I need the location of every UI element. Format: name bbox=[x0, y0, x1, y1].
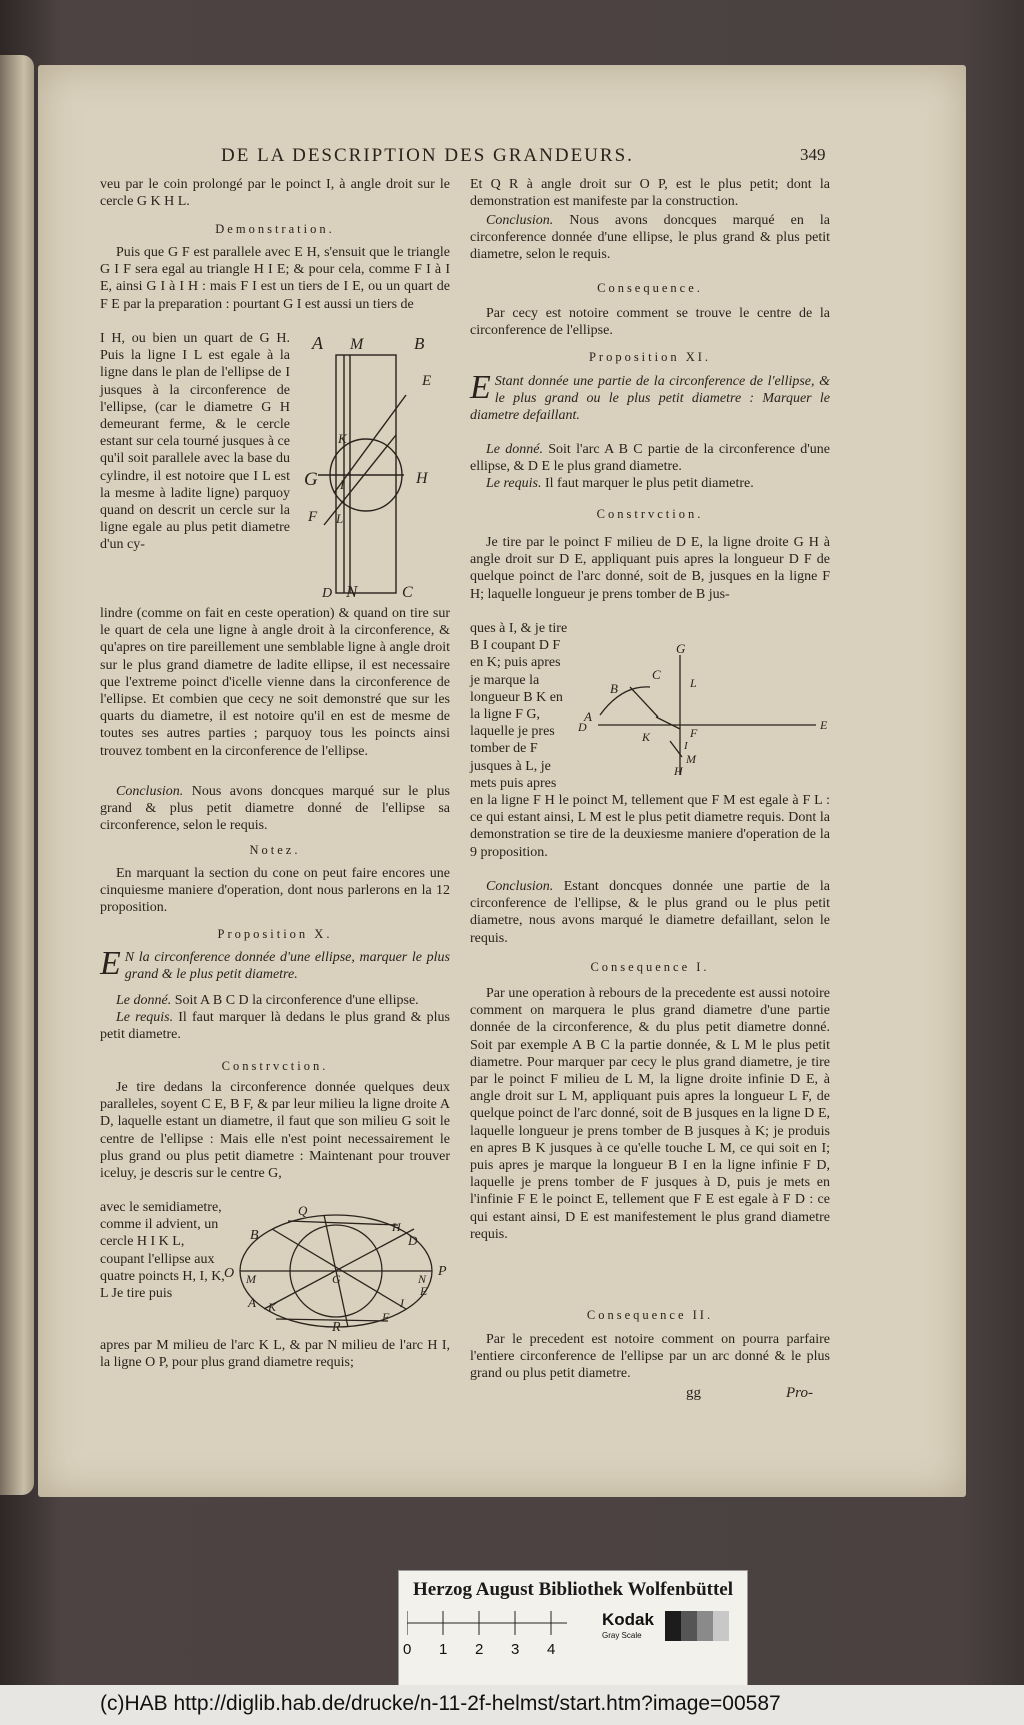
left-p4: lindre (comme on fait en ceste operation) & quand on tire sur le quart de cela une ligne à angle droit à la circonference, & qu'apres on tire pareillement une semblable ligne à angle droit sur le plus grand diametre de ladite ellipse, il est necessaire que l'extreme poinct d'icelle vienne dans la circonference de l'ellipse. Et combien que cecy ne soit demonstré que sur les quarts du diametre, il est notoire qu'il en est de mesme de toutes ses autres parties ; parquoy tous les poincts ainsi trouvez tombent en la circonference de l'ellipse. bbox=[100, 606, 450, 759]
color-target-card bbox=[398, 1570, 748, 1690]
fig1-label-h: H bbox=[416, 470, 428, 487]
figure-ellipse-arc-diagram bbox=[578, 625, 834, 775]
left-p3: I H, ou bien un quart de G H. Puis la ligne I L est egale à la ligne dans le plan de l'ellipse de I jusques à la circonference de l'ellipse, (car le diametre G H demeurant ferme, & le cercle estant sur cela tourné jusques à ce qu'il soit parallele avec la base du cylindre, il est notoire que I L est la mesme à ladite ligne) parquoy quand on descrit un cercle sur la ligne egale au plus petit diametre d'un cy- bbox=[100, 331, 290, 553]
fig2-label-h: H bbox=[674, 764, 683, 775]
fig3-label-m: M bbox=[246, 1272, 256, 1286]
facing-page-edge bbox=[0, 55, 34, 1495]
fig3-label-a: A bbox=[248, 1295, 256, 1310]
left-p2: Puis que G F est parallele avec E H, s'ensuit que le triangle G I F sera egal au triangle H I E; & pour cela, comme F I à I E, ainsi G I à I H : mais F I est un tiers de I E, ou un quart de F E par la preparation : pourtant G I est aussi un tiers de bbox=[100, 245, 450, 312]
proposition-x-dropcap: E bbox=[100, 945, 121, 982]
fig2-label-f: F bbox=[690, 726, 698, 740]
right-donne-label: Le donné. bbox=[486, 442, 543, 457]
kodak-logo: Kodak bbox=[602, 1610, 654, 1629]
fig3-label-e: E bbox=[420, 1284, 428, 1298]
fig3-label-g: G bbox=[332, 1272, 341, 1286]
library-name: Herzog August Bibliothek Wolfenbüttel bbox=[412, 1579, 734, 1600]
heading-consequence: Consequence. bbox=[597, 281, 703, 295]
gray-scale-label: Gray Scale bbox=[602, 1631, 642, 1640]
right-p7-block bbox=[470, 878, 830, 947]
fig2-label-c: C bbox=[652, 667, 661, 682]
figure-ellipse-diagram bbox=[224, 1197, 450, 1335]
fig3-label-b: B bbox=[250, 1228, 259, 1243]
right-p2-block bbox=[470, 212, 830, 264]
fig3-label-k: K bbox=[268, 1300, 277, 1314]
fig1-label-a: A bbox=[312, 333, 323, 353]
left-conclusion-label: Conclusion. bbox=[116, 784, 184, 799]
heading-notez: Notez. bbox=[249, 843, 301, 857]
left-p8: avec le semidiametre, comme il advient, un cercle H I K L, coupant l'ellipse aux quatre poincts H, I, K, L Je tire puis bbox=[100, 1200, 225, 1302]
ruler-scale bbox=[407, 1611, 587, 1635]
right-p3: Par cecy est notoire comment se trouve le centre de la circonference de l'ellipse. bbox=[470, 306, 830, 339]
right-p2: Nous avons doncques marqué en la circonference donnée d'une ellipse, le plus grand & plus petit diametre, selon le requis. bbox=[470, 213, 830, 263]
fig2-label-b: B bbox=[610, 681, 618, 696]
fig1-label-i: I bbox=[340, 477, 345, 492]
swatch-black bbox=[665, 1611, 681, 1641]
book-page bbox=[38, 65, 966, 1497]
proposition-x-statement-block bbox=[100, 945, 450, 983]
catchword: Pro- bbox=[786, 1385, 813, 1401]
figure-cylinder-diagram bbox=[298, 327, 448, 602]
fig1-label-g: G bbox=[304, 469, 318, 490]
right-p5: ques à I, & je tire B I coupant D F en K; puis apres je marque la longueur B K en la ligne F G, laquelle je pres tomber de F jusques à L, je mets puis apres bbox=[470, 621, 568, 791]
left-requis-block bbox=[100, 1009, 450, 1043]
left-p1: veu par le coin prolongé par le poinct I, à angle droit sur le cercle G K H L. bbox=[100, 177, 450, 210]
left-donne-block bbox=[100, 992, 450, 1009]
fig3-label-f: F bbox=[382, 1310, 390, 1324]
left-p5-block bbox=[100, 783, 450, 835]
fig1-label-l: L bbox=[336, 511, 344, 526]
swatch-dark-gray bbox=[681, 1611, 697, 1641]
fig1-label-d: D bbox=[322, 586, 333, 601]
swatch-mid-gray bbox=[697, 1611, 713, 1641]
right-requis-label: Le requis. bbox=[486, 476, 542, 491]
ruler-number-4: 4 bbox=[547, 1641, 556, 1658]
fig1-label-c: C bbox=[402, 584, 413, 601]
right-p6: en la ligne F H le poinct M, tellement que F M est egale à F L : ce qui estant ainsi, L M est le plus petit diametre requis. Dont la demonstration se tire de la deuxiesme maniere d'operation de la 9 proposition. bbox=[470, 793, 830, 860]
heading-proposition-xi: Proposition XI. bbox=[588, 350, 712, 364]
proposition-x-statement: N la circonference donnée d'une ellipse, marquer le plus grand & le plus petit diametre. bbox=[124, 950, 450, 983]
left-p7: Je tire dedans la circonference donnée quelques deux paralleles, soyent C E, B F, & par leur milieu la ligne droite A D, laquelle estant un diametre, il faut que son milieu G soit le centre de l'ellipse : Mais elle n'est point necessairement le plus grand ou plus petit diametre : Maintenant pour trouver iceluy, je descris sur le centre G, bbox=[100, 1080, 450, 1182]
page-number: 349 bbox=[800, 145, 826, 164]
left-donne-label: Le donné. bbox=[116, 993, 172, 1008]
fig2-label-i: I bbox=[684, 740, 688, 752]
swatch-light-gray bbox=[713, 1611, 729, 1641]
fig2-label-k: K bbox=[642, 730, 651, 744]
ruler-number-2: 2 bbox=[475, 1641, 484, 1658]
fig1-label-m: M bbox=[350, 336, 364, 353]
fig2-label-m: M bbox=[686, 752, 696, 766]
fig1-label-k: K bbox=[338, 431, 347, 446]
left-donne: Soit A B C D la circonference d'une ellipse. bbox=[174, 993, 419, 1008]
fig1-label-f: F bbox=[308, 509, 318, 525]
fig2-label-d: D bbox=[578, 720, 587, 734]
signature-mark: gg bbox=[686, 1385, 701, 1401]
heading-demonstration: Demonstration. bbox=[215, 222, 335, 236]
fig3-label-i: I bbox=[400, 1296, 404, 1310]
heading-construction-right: Constrvction. bbox=[596, 507, 704, 521]
left-p5: Nous avons doncques marqué sur le plus grand & plus petit diametre donné de l'ellipse sa circonference, selon le requis. bbox=[100, 784, 451, 834]
right-p4: Je tire par le poinct F milieu de D E, la ligne droite G H à angle droit sur D E, appliquant puis apres la longueur D F de quelque poinct de l'arc donné, soit de B, jusques en la ligne F H; laquelle longueur je prens tomber de B jus- bbox=[470, 535, 830, 602]
fig3-label-q: Q bbox=[298, 1203, 308, 1218]
heading-proposition-x: Proposition X. bbox=[217, 927, 333, 941]
fig3-label-o: O bbox=[224, 1266, 235, 1281]
running-header: DE LA DESCRIPTION DES GRANDEURS. bbox=[221, 145, 634, 166]
right-requis-block bbox=[470, 475, 830, 492]
right-p9: Par le precedent est notoire comment on pourra parfaire l'entiere circonference de l'ellipse par un arc donné & le plus grand ou plus petit diametre. bbox=[470, 1332, 830, 1382]
fig3-label-p: P bbox=[438, 1264, 447, 1279]
fig3-label-r: R bbox=[332, 1320, 341, 1335]
ruler-number-0: 0 bbox=[403, 1641, 412, 1658]
ruler-number-3: 3 bbox=[511, 1641, 520, 1658]
right-donne: Soit l'arc A B C partie de la circonference d'une ellipse, & D E le plus grand diametre. bbox=[470, 442, 831, 475]
fig2-label-e: E bbox=[820, 718, 828, 732]
footer-bar bbox=[0, 1685, 1024, 1725]
left-requis: Il faut marquer là dedans le plus grand & plus petit diametre. bbox=[100, 1010, 451, 1043]
fig1-label-e: E bbox=[422, 373, 432, 389]
right-conclusion2-label: Conclusion. bbox=[486, 879, 554, 894]
proposition-xi-statement-block bbox=[470, 369, 830, 425]
left-p6: En marquant la section du cone on peut faire encores une cinquiesme maniere d'operation, dont nous parlerons en la 12 proposition. bbox=[100, 866, 450, 916]
footer-copyright-url: (c)HAB http://diglib.hab.de/drucke/n-11-2f-helmst/start.htm?image=00587 bbox=[100, 1692, 781, 1715]
fig1-label-b: B bbox=[414, 334, 425, 353]
fig3-label-n: N bbox=[418, 1272, 427, 1286]
fig3-label-d: D bbox=[408, 1233, 418, 1248]
fig2-label-a: A bbox=[584, 709, 592, 724]
left-requis-label: Le requis. bbox=[116, 1010, 174, 1025]
fig3-label-h: H bbox=[392, 1220, 401, 1234]
heading-consequence-i: Consequence I. bbox=[590, 960, 710, 974]
right-p1: Et Q R à angle droit sur O P, est le plus petit; dont la demonstration est manifeste par la construction. bbox=[470, 177, 830, 210]
ruler-number-1: 1 bbox=[439, 1641, 448, 1658]
right-donne-block bbox=[470, 441, 830, 475]
fig1-label-n: N bbox=[346, 582, 358, 601]
fig2-label-l: L bbox=[690, 676, 697, 690]
heading-construction-left: Constrvction. bbox=[221, 1059, 329, 1073]
gray-swatches bbox=[665, 1611, 729, 1641]
heading-consequence-ii: Consequence II. bbox=[586, 1308, 714, 1322]
right-conclusion-label: Conclusion. bbox=[486, 213, 554, 228]
left-p9: apres par M milieu de l'arc K L, & par N milieu de l'arc H I, la ligne O P, pour plus grand diametre requis; bbox=[100, 1338, 450, 1371]
proposition-xi-dropcap: E bbox=[470, 369, 491, 406]
fig2-label-g: G bbox=[676, 641, 686, 656]
right-requis: Il faut marquer le plus petit diametre. bbox=[544, 476, 754, 491]
right-p7: Estant doncques donnée une partie de la circonference de l'ellipse, & le plus grand ou le plus petit diametre, nous avons marqué le diametre defaillant, selon le requis. bbox=[470, 879, 831, 946]
proposition-xi-statement: Stant donnée une partie de la circonference de l'ellipse, & le plus grand ou le plus petit diametre : Marquer le diametre defaillant. bbox=[470, 374, 830, 424]
right-p8: Par une operation à rebours de la precedente est aussi notoire comment on marquera le plus grand diametre d'une partie donnée de la circonference, & du plus petit diametre donné. Soit par exemple A B C la partie donnée, & L M le plus petit diametre. Pour marquer par cecy le plus grand diametre, je tire par le poinct F milieu de L M, la ligne droite infinie D E, à angle droit sur L M, appliquant puis apres la longueur L F, de quelque poinct de l'arc donné, soit de B jusques en la ligne D E, laquelle longueur je prens tomber de B jusques à K; je produis en apres B K jusques à ce qu'elle touche L M, ce qui soit en I; puis apres je marque la longueur B I en la ligne infinie F D, laquelle je prens tomber de F jusques à D, puis je mets en l'infinie F E le poinct E, tellement que F E est egale à F D : ce qui estant ainsi, D E est manifestement le plus grand diametre requis. bbox=[470, 986, 830, 1242]
